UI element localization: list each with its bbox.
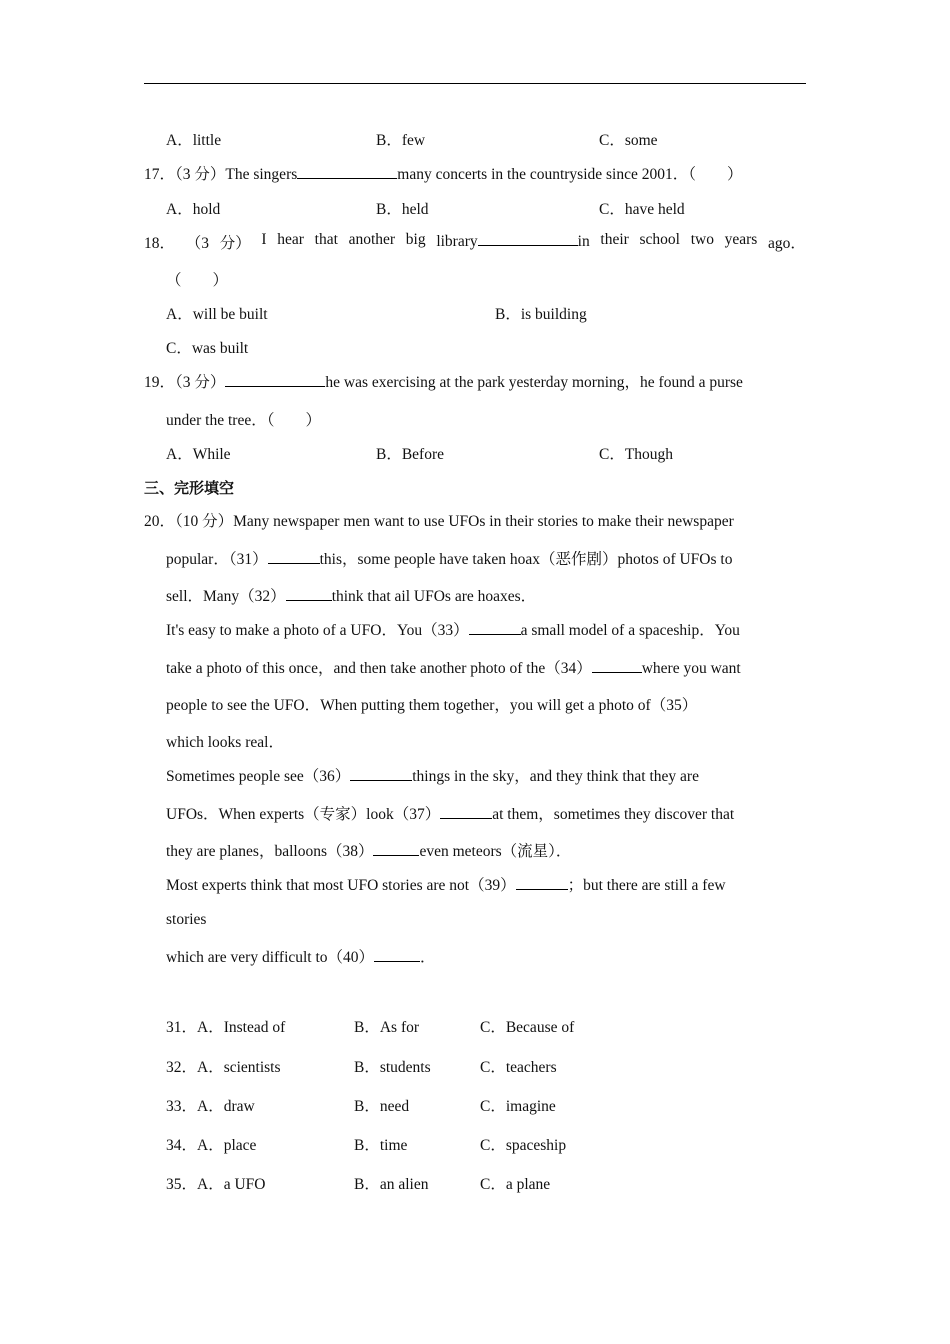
blank-31[interactable]	[268, 549, 320, 564]
option-c[interactable]: C．was built	[166, 340, 249, 357]
passage-line	[166, 764, 699, 786]
word: （3	[185, 235, 209, 252]
passage-text: they are planes，balloons（38）	[166, 843, 374, 860]
passage-line	[166, 547, 806, 569]
choice-a[interactable]: 33．A．draw	[166, 1098, 255, 1115]
passage-text: at them，sometimes they discover that	[492, 806, 735, 823]
option-b[interactable]: B．Before	[376, 446, 445, 463]
answer-blank[interactable]	[478, 231, 578, 246]
passage-line: stories	[166, 911, 207, 928]
passage-line: people to see the UFO．When putting them together，you will get a photo of（35）	[166, 697, 698, 714]
word: ago．	[768, 235, 806, 252]
question-text: he was exercising at the park yesterday morning，he found a purse	[325, 374, 743, 391]
blank-38[interactable]	[373, 841, 419, 856]
word: 分）	[219, 235, 251, 252]
passage-text: Most experts think that most UFO stories are not（39）	[166, 877, 516, 894]
choice-b[interactable]: B．time	[354, 1137, 408, 1154]
passage-segment	[166, 547, 732, 569]
choice-b[interactable]: B．an alien	[354, 1176, 429, 1193]
passage-text: ．	[420, 949, 436, 966]
header-rule	[144, 83, 806, 84]
passage-line	[166, 802, 734, 824]
question-17	[144, 162, 743, 184]
word: years	[724, 231, 758, 248]
question-text-line2: under the tree．（ ）	[166, 412, 321, 429]
passage-text: It's easy to make a photo of a UFO．You（33）	[166, 622, 469, 639]
word: another	[348, 231, 396, 248]
word: hear	[277, 231, 304, 248]
passage-line	[166, 618, 740, 640]
passage-text: a small model of a spaceship．You	[520, 622, 740, 639]
question-text: many concerts in the countryside since 2001．（ ）	[397, 166, 743, 183]
passage-text: popular．（31）	[166, 551, 268, 568]
passage-text: Sometimes people see（36）	[166, 768, 351, 785]
word: I	[261, 231, 267, 248]
choice-c[interactable]: C．teachers	[480, 1059, 557, 1076]
choice-b[interactable]: B．As for	[354, 1019, 420, 1036]
passage-text: where you want	[641, 660, 741, 677]
blank-34[interactable]	[592, 658, 642, 673]
option-c[interactable]: C．some	[599, 132, 658, 149]
answer-blank[interactable]	[225, 372, 325, 387]
choice-a[interactable]: 32．A．scientists	[166, 1059, 281, 1076]
choice-c[interactable]: C．a plane	[480, 1176, 551, 1193]
option-a[interactable]: A．hold	[166, 201, 221, 218]
passage-text: UFOs．When experts（专家）look（37）	[166, 806, 441, 823]
answer-parens[interactable]: （ ）	[166, 272, 229, 289]
passage-line	[166, 945, 436, 967]
option-a[interactable]: A．will be built	[166, 306, 268, 323]
blank-39[interactable]	[516, 875, 568, 890]
blank-36[interactable]	[350, 766, 412, 781]
choice-a[interactable]: 34．A．place	[166, 1137, 257, 1154]
passage-text: even meteors（流星）．	[419, 843, 572, 860]
choice-a[interactable]: 35．A．a UFO	[166, 1176, 266, 1193]
question-number: 19．（3 分）	[144, 374, 226, 391]
passage-text: think that ail UFOs are hoaxes．	[331, 588, 537, 605]
blank-33[interactable]	[469, 620, 521, 635]
blank-32[interactable]	[286, 586, 332, 601]
passage-text: which are very difficult to（40）	[166, 949, 375, 966]
word: library	[436, 233, 478, 250]
choice-c[interactable]: C．Because of	[480, 1019, 575, 1036]
passage-line	[166, 584, 536, 606]
blank-40[interactable]	[374, 947, 420, 962]
option-a[interactable]: A．While	[166, 446, 231, 463]
passage-line: which looks real．	[166, 734, 284, 751]
choice-b[interactable]: B．need	[354, 1098, 410, 1115]
passage-line	[166, 656, 741, 678]
word-with-blank	[436, 231, 589, 253]
question-18	[144, 231, 806, 253]
choice-a[interactable]: 31．A．Instead of	[166, 1019, 286, 1036]
question-text: 17．（3 分）The singers	[144, 166, 298, 183]
word: school	[639, 231, 680, 248]
passage-text: this，some people have taken hoax（恶作剧）photos of UFOs to	[319, 551, 733, 568]
choice-c[interactable]: C．imagine	[480, 1098, 556, 1115]
passage-text: ；but there are still a few	[567, 877, 726, 894]
option-a[interactable]: A．little	[166, 132, 222, 149]
section-heading: 三、完形填空	[144, 479, 235, 497]
answer-blank[interactable]	[297, 164, 397, 179]
option-c[interactable]: C．have held	[599, 201, 685, 218]
blank-37[interactable]	[440, 804, 492, 819]
word: big	[405, 231, 426, 248]
passage-line	[166, 873, 726, 895]
choice-b[interactable]: B．students	[354, 1059, 431, 1076]
passage-line	[166, 839, 571, 861]
option-b[interactable]: B．few	[376, 132, 426, 149]
option-b[interactable]: B．is building	[495, 306, 587, 323]
choice-c[interactable]: C．spaceship	[480, 1137, 567, 1154]
word: 18．	[144, 235, 176, 252]
passage-line: 20．（10 分）Many newspaper men want to use UFOs in their stories to make their newspaper	[144, 513, 734, 530]
passage-text: things in the sky，and they think that they are	[412, 768, 699, 785]
option-b[interactable]: B．held	[376, 201, 429, 218]
word: their	[600, 231, 629, 248]
word: two	[690, 231, 714, 248]
word: that	[314, 231, 338, 248]
option-c[interactable]: C．Though	[599, 446, 674, 463]
passage-text: sell．Many（32）	[166, 588, 286, 605]
question-19	[144, 370, 743, 392]
word: in	[577, 233, 590, 250]
passage-text: take a photo of this once，and then take another photo of the（34）	[166, 660, 592, 677]
